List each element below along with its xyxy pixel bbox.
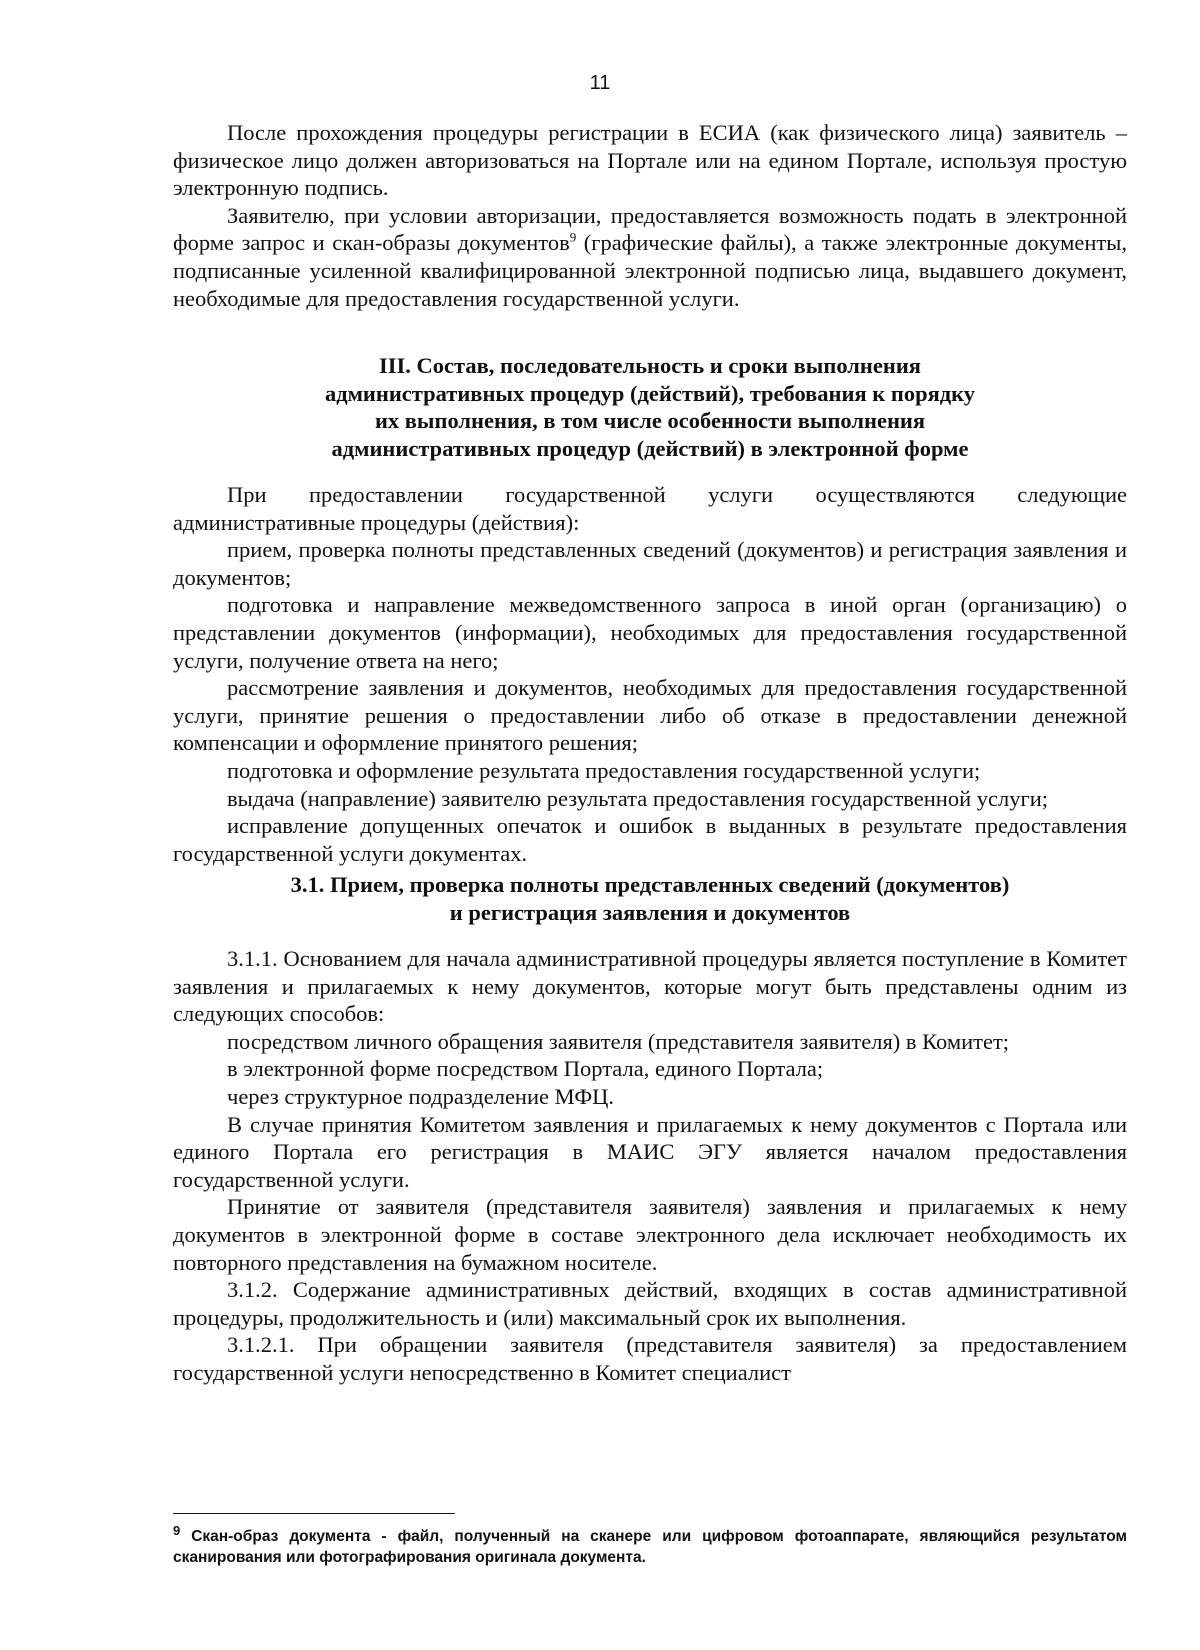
section-3-body <box>173 481 1127 867</box>
method-item: посредством личного обращения заявителя (представителя заявителя) в Комитет; <box>227 1028 1010 1054</box>
section-3-1-heading <box>173 871 1127 926</box>
method-item: в электронной форме посредством Портала, единого Портала; <box>227 1056 824 1082</box>
intro-paragraph-1: После прохождения процедуры регистрации в ЕСИА (как физического лица) заявитель – физическое лицо должен авторизоваться на Портале или на едином Портале, используя простую электронную подпись. <box>173 120 1127 201</box>
footnote-marker: 9 <box>173 1522 181 1538</box>
footnote-separator <box>173 1513 455 1514</box>
section-3-heading <box>173 352 1127 462</box>
clause-3-1-2-1: 3.1.2.1. При обращении заявителя (представителя заявителя) за предоставлением государственной услуги непосредственно в Комитет специалист <box>173 1332 1127 1385</box>
section-3-1-body <box>173 945 1127 1387</box>
footnote <box>173 1522 1127 1568</box>
clause-3-1-2: 3.1.2. Содержание административных действий, входящих в состав административной процедуры, продолжительность и (или) максимальный срок их выполнения. <box>173 1277 1127 1330</box>
procedure-item: рассмотрение заявления и документов, необходимых для предоставления государственной услуги, принятие решения о предоставлении либо об отказе в предоставлении денежной компенсации и оформление принятого решения; <box>173 675 1127 756</box>
intro-paragraph-2: Заявителю, при условии авторизации, предоставляется возможность подать в электронной форме запрос и скан-образы документов$^9$ (графические файлы), а также электронные документы, подписанные усиленной квалифицированной электронной подписью лица, выдавшего документ, необходимые для предоставления государственной услуги. <box>173 202 1127 311</box>
procedure-item: подготовка и направление межведомственного запроса в иной орган (организацию) о представлении документов (информации), необходимых для предоставления государственной услуги, получение ответа на него; <box>173 592 1127 673</box>
procedure-item: подготовка и оформление результата предоставления государственной услуги; <box>227 757 981 783</box>
page-number: 11 <box>589 72 611 94</box>
procedures-intro: При предоставлении государственной услуги осуществляются следующие административные процедуры (действия): <box>173 482 1127 535</box>
section-title: III. Состав, последовательность и сроки выполнения административных процедур (действий), требования к порядку их выполнения, в том числе особенности выполнения административных процедур (действий) в электронной форме <box>324 353 976 461</box>
procedure-item: прием, проверка полноты представленных сведений (документов) и регистрация заявления и документов; <box>173 537 1127 590</box>
footnote-text: Скан-образ документа - файл, полученный на сканере или цифровом фотоаппарате, являющийся результатом сканирования или фотографирования оригинала документа. <box>173 1528 1127 1566</box>
portal-paragraph: В случае принятия Комитетом заявления и прилагаемых к нему документов с Портала или единого Портала его регистрация в МАИС ЭГУ является началом предоставления государственной услуги. <box>173 1111 1127 1192</box>
intro-block <box>173 119 1127 312</box>
subsection-title: 3.1. Прием, проверка полноты представленных сведений (документов) и регистрация заявления и документов <box>290 872 1010 925</box>
procedure-item: выдача (направление) заявителю результата предоставления государственной услуги; <box>227 785 1048 811</box>
procedure-item: исправление допущенных опечаток и ошибок в выданных в результате предоставления государственной услуги документах. <box>173 813 1127 866</box>
clause-3-1-1: 3.1.1. Основанием для начала административной процедуры является поступление в Комитет заявления и прилагаемых к нему документов, которые могут быть представлены одним из следующих способов: <box>173 946 1127 1027</box>
electronic-case-paragraph: Принятие от заявителя (представителя заявителя) заявления и прилагаемых к нему документов в электронной форме в составе электронного дела исключает необходимость их повторного представления на бумажном носителе. <box>173 1194 1127 1275</box>
method-item: через структурное подразделение МФЦ. <box>227 1083 614 1109</box>
footnote-ref: 9 <box>569 229 577 245</box>
